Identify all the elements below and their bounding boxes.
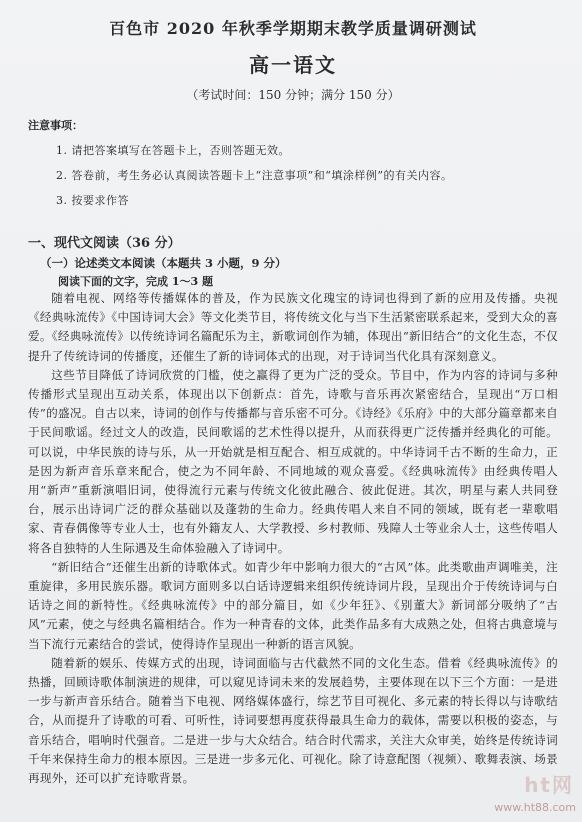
notice-item-1: 1. 请把答案填写在答题卡上，否则答题无效。 xyxy=(56,144,290,157)
notice-item-2: 2. 答卷前，考生务必认真阅读答题卡上“注意事项”和“填涂样例”的有关内容。 xyxy=(56,169,453,182)
exam-info: （考试时间：150 分钟；满分 150 分） xyxy=(186,88,400,102)
passage-paragraph-2: 这些节目降低了诗词欣赏的门槛，使之赢得了更为广泛的受众。节目中，作为内容的诗词与多种传播形式呈现出互动关系，体现出以下创新点：首先，诗歌与音乐再次紧密结合，呈现出“万口相传”的盛况。自古以来，诗词的创作与传播都与音乐密不可分。《诗经》《乐府》中的大部分篇章都来自于民间歌谣。经过文人的改造，民间歌谣的艺术性得以提升，从而获得更广泛传播并经典化的可能。可以说，中华民族的诗与乐，从一开始就是相互配合、相互成就的。中华诗词千古不断的生命力，正是因为新声音乐章来配合，使之为不同年龄、不同地域的观众喜爱。《经典咏流传》由经典传唱人用“新声”重新演唱旧词，使得流行元素与传统文化彼此融合、彼此促进。其次，明星与素人共同登台，展示出诗词广泛的群众基础以及蓬勃的生命力。经典传唱人来自不同的领域，既有老一辈歌唱家、青春偶像等专业人士，也有外籍友人、大学教授、乡村教师、残障人士等业余人士，这些传唱人将各自独特的人生际遇及生命体验融入了诗词中。 xyxy=(28,367,558,555)
reading-instruction: 阅读下面的文字，完成 1～3 题 xyxy=(58,275,213,288)
section-heading: 一、现代文阅读（36 分） xyxy=(28,236,181,251)
notice-item-3: 3. 按要求作答 xyxy=(56,194,129,207)
subsection-heading: （一）论述类文本阅读（本题共 3 小题，9 分） xyxy=(40,256,287,270)
passage-paragraph-4: 随着新的娱乐、传媒方式的出现，诗词面临与古代截然不同的文化生态。借着《经典咏流传》的热播，回顾诗歌体制演进的规律，可以窥见诗词未来的发展趋势，主要体现在以下三个方面：一是进一步与新声音乐结合。随着当下电视、网络媒体盛行，综艺节目可视化、多元素的特长得以与诗歌结合，从而提升了诗歌的可看、可听性，诗词要想再度获得最具生命力的载体，需要以积极的姿态，与音乐结合，唱响时代强音。二是进一步与大众结合。结合时代需求，关注大众审美，始终是传统诗词千年来保持生命力的根本原因。三是进一步多元化、可视化。除了诗意配图（视频）、歌舞表演、场景再现外，还可以扩充诗歌背景。 xyxy=(28,655,558,786)
subject-title: 高一语文 xyxy=(249,53,337,77)
notice-heading: 注意事项： xyxy=(28,119,83,132)
passage-paragraph-3: “新旧结合”还催生出新的诗歌体式。如青少年中影响力很大的“古风”体。此类歌曲声调唯美，注重旋律，多用民族乐器。歌词方面则多以白话诗逻辑来组织传统诗词片段，呈现出介于传统诗词与白话诗之间的新特性。《经典咏流传》中的部分篇目，如《少年狂》、《别董大》新词部分吸纳了“古风”元素，使之与经典名篇相结合。作为一种青春的文体，此类作品多有大成熟之处，但将古典意境与当下流行元素结合的尝试，使得诗作呈现出一种新的语言风貌。 xyxy=(28,559,558,651)
exam-title: 百色市 2020 年秋季学期期末教学质量调研测试 xyxy=(109,19,477,38)
watermark-site: www.ht88.com xyxy=(494,801,576,814)
passage-paragraph-1: 随着电视、网络等传播媒体的普及，作为民族文化瑰宝的诗词也得到了新的应用及传播。央视《经典咏流传》《中国诗词大会》等文化类节目，将传统文化与当下生活紧密联系起来，受到大众的喜爱。《经典咏流传》以传统诗词名篇配乐为主，新歌词创作为辅，体现出“新旧结合”的文化生态，不仅提升了传统诗词的传播度，还催生了新的诗词体式的出现，对于诗词当代化具有深刻意义。 xyxy=(28,291,558,363)
watermark-logo: ht网 xyxy=(524,773,574,797)
